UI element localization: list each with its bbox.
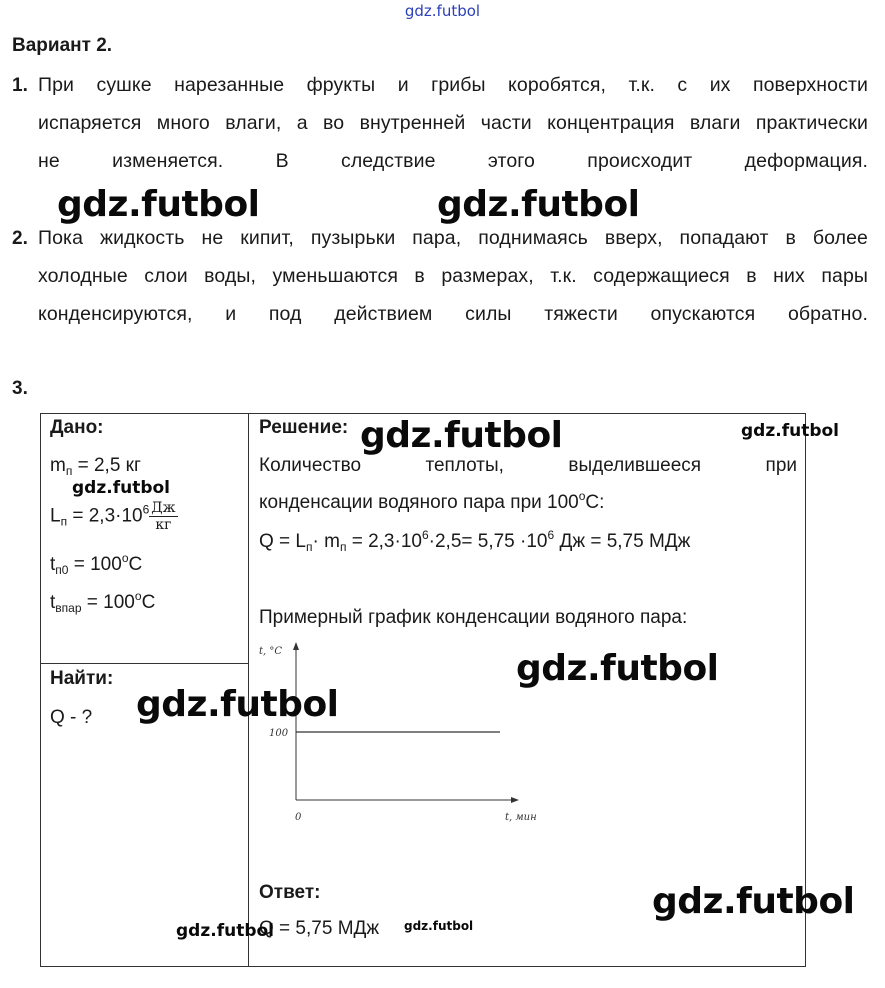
- top-watermark: gdz.futbol: [404, 2, 481, 20]
- q2-line-1: Пока жидкость не кипит, пузырьки пара, поднимаясь вверх, попадают в более: [38, 227, 868, 249]
- given-initial-temp: [50, 551, 143, 577]
- unit-numerator: Дж: [151, 500, 176, 516]
- y-tick-label: 100: [269, 728, 289, 739]
- latent-symbol: L: [50, 505, 61, 527]
- tempv-subscript: впар: [55, 601, 82, 615]
- q3-number: 3.: [12, 378, 28, 399]
- eq-exp-1: 6: [421, 528, 429, 542]
- graph-caption: Примерный график конденсации водяного пара:: [259, 607, 688, 628]
- answer-title: Ответ:: [259, 882, 321, 903]
- latent-subscript: п: [60, 514, 68, 529]
- origin-label: 0: [295, 812, 302, 823]
- watermark-6: gdz.futbol: [516, 648, 719, 689]
- watermark-5: gdz.futbol: [72, 478, 170, 498]
- temp0-subscript: п0: [55, 563, 69, 577]
- eq-part-e: Дж = 5,75 МДж: [554, 531, 691, 552]
- temp0-symbol: t: [50, 554, 56, 575]
- watermark-9: gdz.futbol: [176, 921, 274, 941]
- x-axis-label: t, мин: [505, 812, 537, 823]
- mass-symbol: m: [50, 455, 66, 476]
- q2-text: [38, 219, 868, 333]
- watermark-7: gdz.futbol: [136, 684, 339, 725]
- mass-value: = 2,5 кг: [72, 455, 141, 476]
- eq-exp-2: 6: [547, 528, 555, 542]
- line2-unit: C:: [585, 492, 605, 513]
- watermark-4: gdz.futbol: [741, 421, 839, 441]
- variant-heading: Вариант 2.: [12, 35, 113, 56]
- q1-number: 1.: [12, 75, 28, 96]
- eq-part-c: = 2,3·10: [346, 531, 422, 552]
- x-axis-arrow-icon: [511, 797, 519, 803]
- tempv-symbol: t: [50, 592, 56, 613]
- unit-denominator: кг: [155, 517, 172, 533]
- find-title: Найти:: [50, 668, 114, 689]
- eq-part-b: · m: [312, 531, 340, 552]
- watermark-1: gdz.futbol: [57, 184, 260, 225]
- line2-text: конденсации водяного пара при 100: [259, 492, 579, 513]
- q1-text: [38, 66, 868, 180]
- q2-line-2: холодные слои воды, уменьшаются в размерах, т.к. содержащиеся в них пары: [38, 265, 868, 287]
- line2-degree: o: [578, 489, 586, 503]
- mass-subscript: п: [65, 464, 73, 478]
- solution-line-2: [259, 489, 605, 514]
- eq-part-a: Q = L: [259, 531, 306, 552]
- latent-exponent: 6: [142, 502, 150, 517]
- solution-title: Решение:: [259, 417, 349, 438]
- q1-line-1: При сушке нарезанные фрукты и грибы коробятся, т.к. с их поверхности: [38, 74, 868, 96]
- temp0-degree: o: [121, 551, 129, 565]
- given-latent-heat: [50, 500, 178, 533]
- watermark-8: gdz.futbol: [652, 881, 855, 922]
- eq-sub-2: п: [339, 540, 347, 554]
- temp0-value: = 100: [68, 554, 122, 575]
- y-axis-label: t, °C: [259, 646, 283, 657]
- given-title: Дано:: [50, 417, 104, 438]
- watermark-10: gdz.futbol: [404, 919, 474, 933]
- find-value: Q - ?: [50, 707, 93, 728]
- answer-value: Q = 5,75 МДж: [259, 918, 380, 939]
- given-mass: [50, 455, 141, 477]
- solution-line-1: Количество теплоты, выделившееся при: [259, 455, 797, 476]
- eq-sub-1: п: [306, 540, 313, 554]
- q2-line-3: конденсируются, и под действием силы тяжести опускаются обратно.: [38, 303, 868, 325]
- q1-line-2: испаряется много влаги, а во внутренней части концентрация влаги практически: [38, 112, 868, 134]
- watermark-2: gdz.futbol: [437, 184, 640, 225]
- tempv-degree: o: [134, 589, 142, 603]
- tempv-value: = 100: [81, 592, 135, 613]
- watermark-3: gdz.futbol: [360, 415, 563, 456]
- table-row-divider: [40, 663, 248, 664]
- y-axis-arrow-icon: [293, 642, 299, 650]
- latent-value: = 2,3·10: [67, 505, 143, 527]
- latent-unit-fraction: [149, 500, 177, 533]
- solution-equation: [259, 528, 691, 554]
- eq-part-d: ·2,5= 5,75 ·10: [428, 531, 548, 552]
- q2-number: 2.: [12, 228, 28, 249]
- q1-line-3: не изменяется. В следствие этого происходит деформация.: [38, 150, 868, 172]
- given-vapor-temp: [50, 589, 156, 615]
- condensation-graph: [255, 640, 555, 830]
- temp0-unit: C: [128, 554, 143, 575]
- tempv-unit: C: [141, 592, 156, 613]
